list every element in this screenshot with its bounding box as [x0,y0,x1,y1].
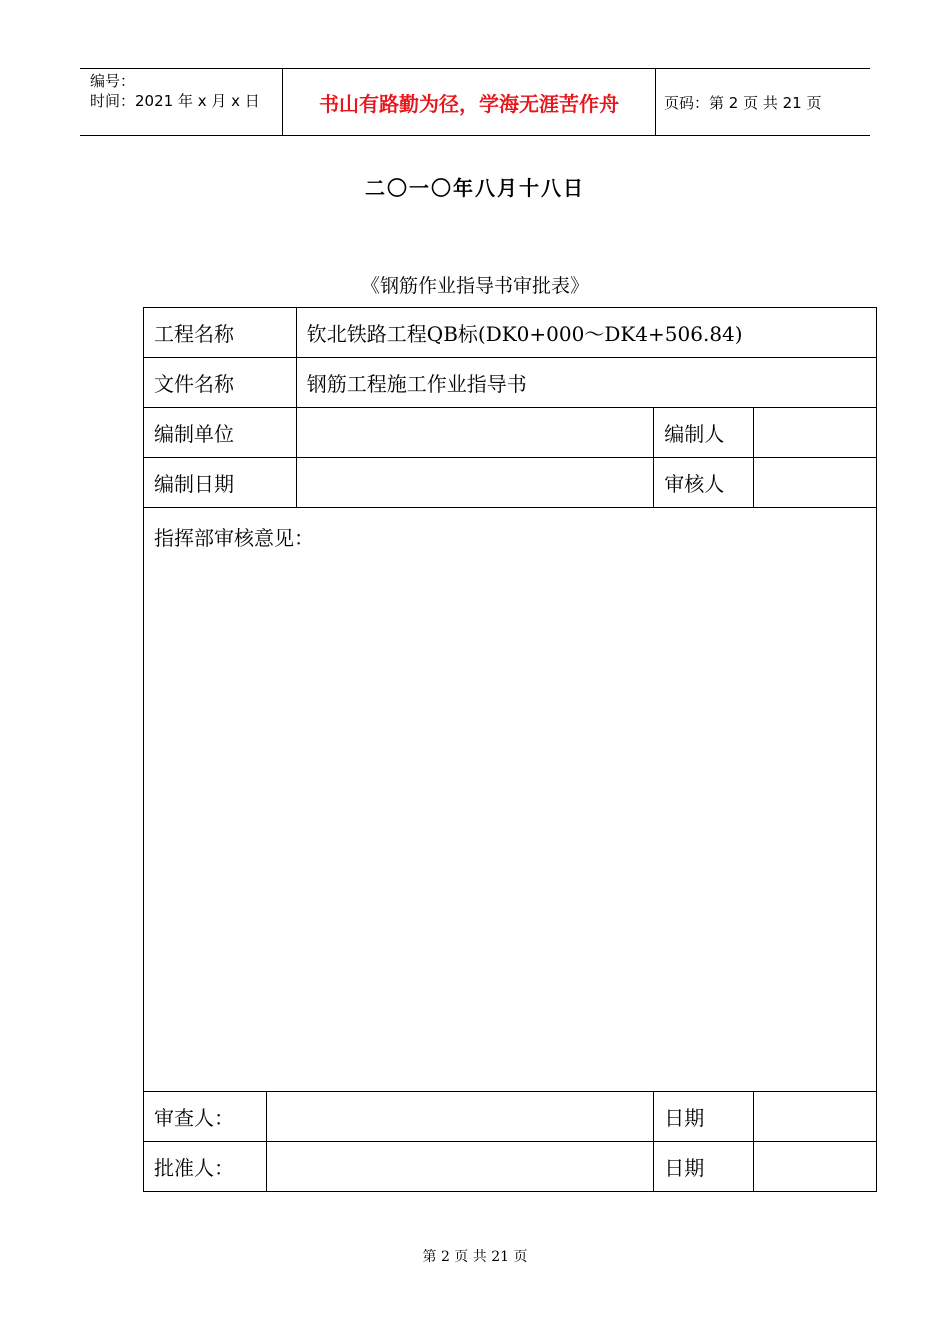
opinion-label: 指挥部审核意见： [154,526,314,550]
project-name-value: 钦北铁路工程QB标(DK0+000～DK4+506.84) [296,308,876,358]
opinion-box[interactable] [144,508,877,1092]
prep-date-label: 编制日期 [144,458,297,508]
preparer-value[interactable] [754,408,877,458]
form-row-file-name [144,358,877,408]
reviewer-label: 审核人 [654,458,754,508]
preparer-label: 编制人 [654,408,754,458]
form-row-opinion [144,508,877,1092]
unit-value[interactable] [296,408,653,458]
approver-date-value[interactable] [754,1142,877,1192]
form-row-date [144,458,877,508]
prep-date-value[interactable] [296,458,653,508]
form-row-project-name [144,308,877,358]
header-number-label: 编号： [90,72,136,90]
file-name-label: 文件名称 [144,358,297,408]
approver-value[interactable] [266,1142,653,1192]
checker-date-value[interactable] [754,1092,877,1142]
form-row-unit [144,408,877,458]
page-header [80,68,870,136]
file-name-value: 钢筋工程施工作业指导书 [296,358,876,408]
header-page-info: 页码：第 2 页 共 21 页 [664,93,822,112]
project-name-label: 工程名称 [144,308,297,358]
document-date: 二〇一〇年八月十八日 [365,176,585,200]
checker-value[interactable] [266,1092,653,1142]
header-meta [80,69,282,135]
approver-label: 批准人： [144,1142,267,1192]
page-footer: 第 2 页 共 21 页 [422,1249,528,1265]
approver-date-label: 日期 [654,1142,754,1192]
checker-date-label: 日期 [654,1092,754,1142]
form-row-checker [144,1092,877,1142]
form-row-approver [144,1142,877,1192]
form-title: 《钢筋作业指导书审批表》 [360,275,589,297]
checker-label: 审查人： [144,1092,267,1142]
approval-form-table [143,307,877,1192]
reviewer-value[interactable] [754,458,877,508]
unit-label: 编制单位 [144,408,297,458]
header-motto: 书山有路勤为径，学海无涯苦作舟 [282,69,656,135]
header-time-label: 时间：2021 年 x 月 x 日 [90,92,260,110]
